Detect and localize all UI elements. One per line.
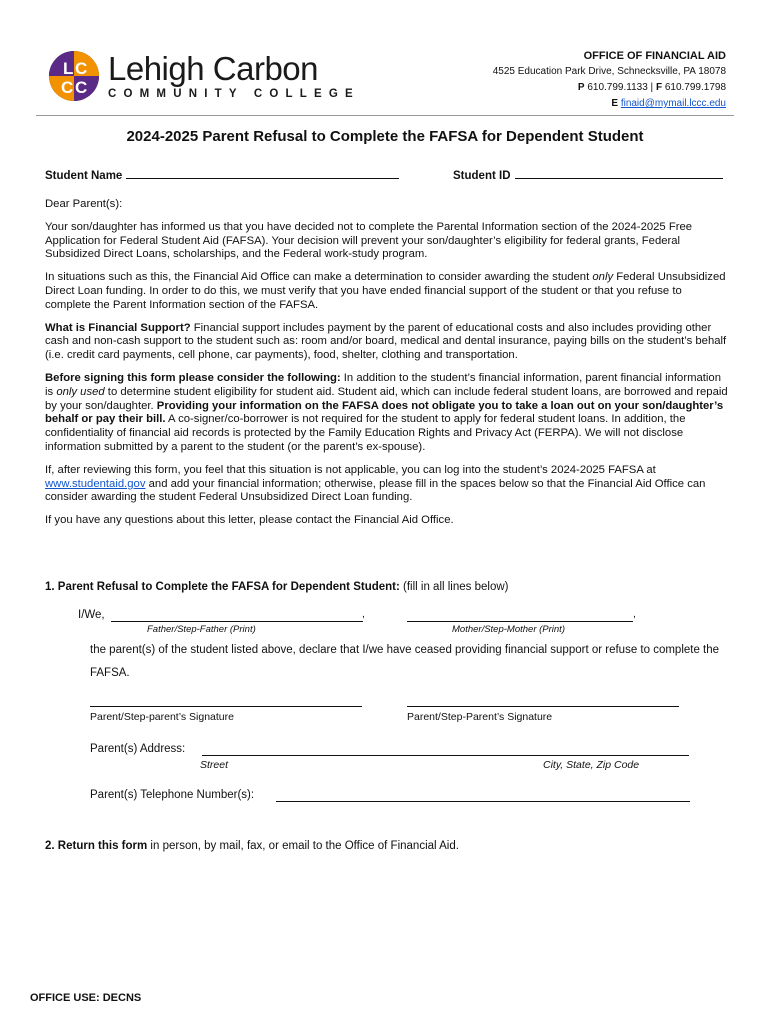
city-caption: City, State, Zip Code xyxy=(543,759,640,771)
office-contact-block xyxy=(493,48,726,112)
phone-label: P xyxy=(577,82,585,93)
paragraph-1: Your son/daughter has informed us that you have decided not to complete the Parental Information section of the 2024-2025 Free Application for Federal Student Aid (FAFSA). Your decision will prevent your son/daughter’s eligibility for federal grants, Federal Subsidized Direct Loans, scholarships, and the Federal work-study program. xyxy=(45,220,693,261)
logo-subtitle: COMMUNITY COLLEGE xyxy=(108,88,360,100)
section-1-note: (fill in all lines below) xyxy=(399,581,509,593)
office-address: 4525 Education Park Drive, Schnecksville, PA 18078 xyxy=(492,66,726,77)
father-caption: Father/Step-Father (Print) xyxy=(147,624,256,635)
mother-comma: , xyxy=(633,608,636,620)
email-label: E xyxy=(611,98,619,109)
mother-name-line[interactable] xyxy=(407,621,633,622)
section-2-title: 2. Return this form xyxy=(45,840,148,852)
p5-text: If, after reviewing this form, you feel that this situation is not applicable, you can log into the student’s 2024-2025 FAFSA at xyxy=(45,463,656,476)
p2-emphasis: only xyxy=(592,271,614,284)
iwe-label: I/We, xyxy=(78,609,105,621)
signature-caption-2: Parent/Step-Parent’s Signature xyxy=(407,711,553,723)
paragraph-2 xyxy=(45,271,729,312)
father-name-line[interactable] xyxy=(111,621,363,622)
p4-emphasis: only used xyxy=(56,385,105,398)
fax-label: F xyxy=(655,82,663,93)
greeting: Dear Parent(s): xyxy=(45,198,123,210)
p4-text-end: A co-signer/co-borrower is not required for the student to apply for federal student loans. In addition, the confidentiality of financial aid records is protected by the Family Education Rights and Privacy Act (FERPA). We will not disclose information submitted by a parent to the student (or the parent’s ex-spouse). xyxy=(45,413,686,453)
header-divider xyxy=(36,115,734,116)
address-line[interactable] xyxy=(202,755,689,756)
student-name-blank[interactable] xyxy=(126,167,399,179)
letter-body xyxy=(45,198,729,537)
p5-text-end: and add your financial information; otherwise, please fill in the spaces below so that the Financial Aid Office can consider awarding the student Federal Unsubsidized Direct Loan funding. xyxy=(45,477,706,504)
logo-name: Lehigh Carbon xyxy=(108,50,318,87)
student-id-field xyxy=(453,167,723,182)
paragraph-6: If you have any questions about this letter, please contact the Financial Aid Office. xyxy=(45,514,454,527)
document-title: 2024-2025 Parent Refusal to Complete the FAFSA for Dependent Student xyxy=(126,128,644,145)
p2-text-end: Federal Unsubsidized Direct Loan funding. In order to do this, we must verify that you have ended financial support of the student or that you refuse to complete the Parent Information section of the FAFSA. xyxy=(45,271,726,311)
separator: | xyxy=(650,82,654,93)
mother-caption: Mother/Step-Mother (Print) xyxy=(452,624,565,635)
p4-text-mid: to determine student eligibility for student aid. Student aid, which can include federal student loans, are borrowed and repaid by your son/daughter. xyxy=(45,385,728,412)
p4-text: In addition to the student’s financial information, parent financial information is xyxy=(45,371,721,398)
section-2 xyxy=(45,840,459,852)
fax-number: 610.799.1798 xyxy=(664,82,726,93)
paragraph-3 xyxy=(45,322,729,363)
signature-caption-1: Parent/Step-parent’s Signature xyxy=(90,711,234,723)
email-link[interactable]: finaid@mymail.lccc.edu xyxy=(620,98,726,109)
svg-text:L: L xyxy=(63,59,74,78)
section-1-heading xyxy=(45,581,508,593)
section-1-title: 1. Parent Refusal to Complete the FAFSA for Dependent Student: xyxy=(45,581,400,593)
studentaid-link[interactable]: www.studentaid.gov xyxy=(45,477,146,490)
p3-heading: What is Financial Support? xyxy=(45,321,191,334)
signature-line-2[interactable] xyxy=(407,706,679,707)
student-name-field xyxy=(45,167,399,182)
lccc-logo-icon xyxy=(48,50,100,102)
signature-line-1[interactable] xyxy=(90,706,362,707)
address-label: Parent(s) Address: xyxy=(90,743,186,755)
phone-number: 610.799.1133 xyxy=(587,82,648,93)
section-2-text: in person, by mail, fax, or email to the Office of Financial Aid. xyxy=(147,840,459,852)
student-id-blank[interactable] xyxy=(515,167,723,179)
father-comma: , xyxy=(362,608,365,620)
office-title: OFFICE OF FINANCIAL AID xyxy=(583,50,726,62)
office-email xyxy=(493,96,726,112)
student-name-label: Student Name xyxy=(45,170,123,182)
street-caption: Street xyxy=(200,759,229,771)
svg-text:C: C xyxy=(75,59,88,78)
telephone-label: Parent(s) Telephone Number(s): xyxy=(90,789,255,801)
student-id-label: Student ID xyxy=(453,170,511,182)
declaration-text: the parent(s) of the student listed above, declare that I/we have ceased providing financial support or refuse to complete the FAFSA. xyxy=(90,644,720,679)
telephone-line[interactable] xyxy=(276,801,690,802)
paragraph-4 xyxy=(45,372,729,455)
svg-text:C: C xyxy=(75,78,88,97)
office-phone-fax xyxy=(493,80,726,96)
p3-text: Financial support includes payment by the parent of educational costs and also includes providing other cash and non-cash support to the student such as: room and/or board, medical and dental insurance, paying bills on the student’s behalf (i.e. credit card payments, cell phone, car payments), food, shelter, clothing and transportation. xyxy=(45,321,727,362)
p4-heading: Before signing this form please consider the following: xyxy=(45,371,341,384)
svg-text:C: C xyxy=(61,78,74,97)
college-logo xyxy=(48,48,360,104)
p4-bold: Providing your information on the FAFSA does not obligate you to take a loan out on your son/daughter’s behalf or pay their bill. xyxy=(45,399,724,426)
p2-text: In situations such as this, the Financial Aid Office can make a determination to consider awarding the student xyxy=(45,271,593,284)
office-use-label: OFFICE USE: DECNS xyxy=(30,992,142,1004)
paragraph-5 xyxy=(45,464,729,505)
